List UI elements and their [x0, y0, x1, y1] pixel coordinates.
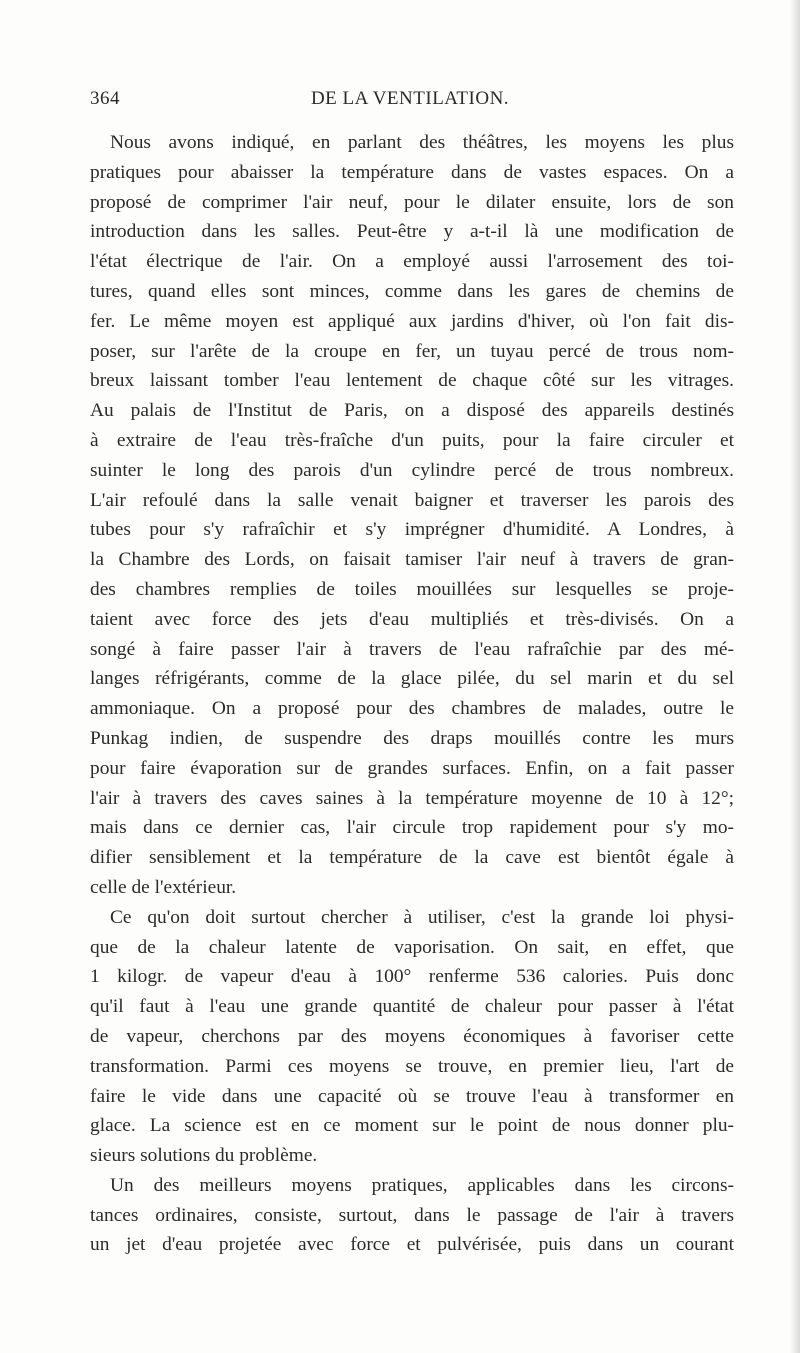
- text-line: Un des meilleurs moyens pratiques, applicables dans les circons-: [110, 1174, 734, 1196]
- chapter-title: DE LA VENTILATION.: [310, 88, 510, 109]
- text-line: qu'il faut à l'eau une grande quantité de chaleur pour passer à l'état: [90, 996, 734, 1018]
- text-line: langes réfrigérants, comme de la glace pilée, du sel marin et du sel: [90, 668, 734, 690]
- text-line: taient avec force des jets d'eau multipliés et très-divisés. On a: [90, 608, 734, 630]
- text-line: songé à faire passer l'air à travers de l'eau rafraîchie par des mé-: [90, 638, 734, 660]
- text-line: des chambres remplies de toiles mouillées sur lesquelles se proje-: [90, 578, 734, 600]
- text-line: introduction dans les salles. Peut-être y a-t-il là une modification de: [90, 221, 734, 243]
- text-line: tubes pour s'y rafraîchir et s'y imprégner d'humidité. A Londres, à: [90, 519, 734, 541]
- text-line: la Chambre des Lords, on faisait tamiser l'air neuf à travers de gran-: [90, 549, 734, 571]
- text-line: proposé de comprimer l'air neuf, pour le dilater ensuite, lors de son: [90, 191, 734, 213]
- text-line: L'air refoulé dans la salle venait baigner et traverser les parois des: [90, 489, 734, 511]
- running-header: [90, 88, 730, 112]
- text-line: Punkag indien, de suspendre des draps mouillés contre les murs: [90, 727, 734, 749]
- text-line: breux laissant tomber l'eau lentement de chaque côté sur les vitrages.: [90, 370, 734, 392]
- text-line: tances ordinaires, consiste, surtout, dans le passage de l'air à travers: [90, 1204, 734, 1226]
- text-line: glace. La science est en ce moment sur le point de nous donner plu-: [90, 1115, 734, 1137]
- text-line: difier sensiblement et la température de la cave est bientôt égale à: [90, 847, 734, 869]
- text-line: pratiques pour abaisser la température dans de vastes espaces. On a: [90, 161, 734, 183]
- text-line: Ce qu'on doit surtout chercher à utiliser, c'est la grande loi physi-: [110, 906, 734, 928]
- text-line: de vapeur, cherchons par des moyens économiques à favoriser cette: [90, 1025, 734, 1047]
- page-edge-shadow: [790, 0, 800, 1353]
- text-line: fer. Le même moyen est appliqué aux jardins d'hiver, où l'on fait dis-: [90, 310, 734, 332]
- text-line: pour faire évaporation sur de grandes surfaces. Enfin, on a fait passer: [90, 757, 734, 779]
- text-line: Nous avons indiqué, en parlant des théâtres, les moyens les plus: [110, 132, 734, 153]
- text-line: transformation. Parmi ces moyens se trouve, en premier lieu, l'art de: [90, 1055, 734, 1077]
- page-number: 364: [90, 88, 120, 109]
- body-text: [90, 128, 734, 1260]
- text-line: que de la chaleur latente de vaporisation. On sait, en effet, que: [90, 936, 734, 958]
- text-line: un jet d'eau projetée avec force et pulvérisée, puis dans un courant: [90, 1234, 734, 1256]
- text-line: tures, quand elles sont minces, comme dans les gares de chemins de: [90, 280, 734, 302]
- text-line: l'air à travers des caves saines à la température moyenne de 10 à 12°;: [90, 787, 734, 809]
- text-line: poser, sur l'arête de la croupe en fer, un tuyau percé de trous nom-: [90, 340, 734, 362]
- text-line: ammoniaque. On a proposé pour des chambres de malades, outre le: [90, 698, 734, 720]
- text-line: l'état électrique de l'air. On a employé aussi l'arrosement des toi-: [90, 251, 734, 273]
- text-line: sieurs solutions du problème.: [90, 1145, 318, 1167]
- text-line: suinter le long des parois d'un cylindre percé de trous nombreux.: [90, 459, 734, 481]
- text-line: faire le vide dans une capacité où se trouve l'eau à transformer en: [90, 1085, 734, 1107]
- text-line: 1 kilogr. de vapeur d'eau à 100° renferme 536 calories. Puis donc: [90, 966, 734, 988]
- text-line: celle de l'extérieur.: [90, 876, 237, 898]
- text-line: Au palais de l'Institut de Paris, on a disposé des appareils destinés: [90, 400, 734, 422]
- text-line: à extraire de l'eau très-fraîche d'un puits, pour la faire circuler et: [90, 429, 734, 451]
- text-line: mais dans ce dernier cas, l'air circule trop rapidement pour s'y mo-: [90, 817, 734, 839]
